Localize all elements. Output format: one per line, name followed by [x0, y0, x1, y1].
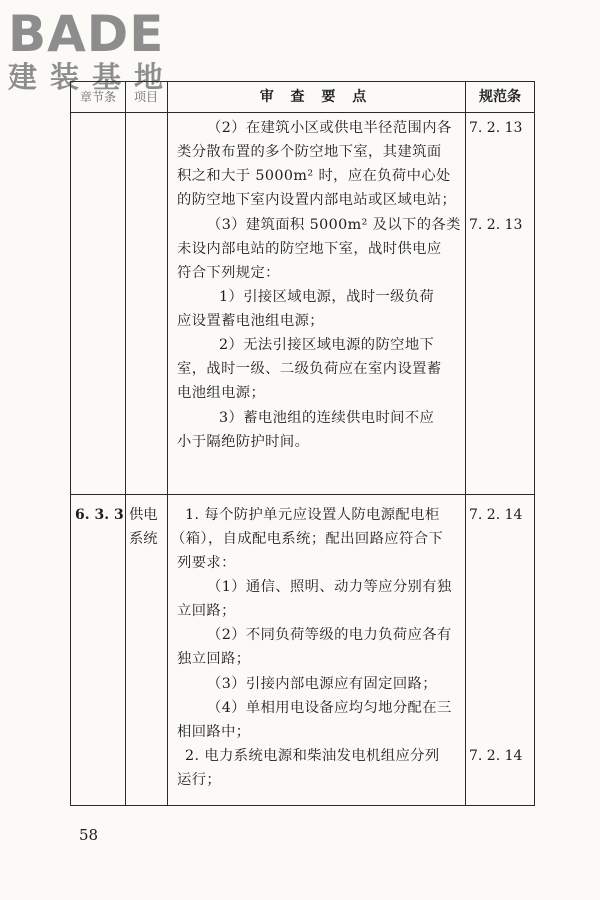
header-divider	[71, 112, 534, 113]
text-line: 运行；	[177, 772, 222, 788]
code-clause-ref: 7. 2. 14	[469, 507, 523, 523]
col-divider-2	[167, 82, 168, 805]
col-divider-3	[465, 82, 466, 805]
text-line: （2）不同负荷等级的电力负荷应各有	[207, 627, 452, 643]
text-line: （箱），自成配电系统；配出回路应符合下	[171, 531, 444, 547]
text-line: 立回路；	[177, 603, 236, 619]
page-number: 58	[79, 826, 99, 844]
header-item: 项目	[133, 90, 158, 104]
text-line: 3）蓄电池组的连续供电时间不应	[219, 410, 435, 426]
text-line: 相回路中；	[177, 724, 251, 740]
header-section: 章节条	[79, 90, 116, 104]
text-line: 未设内部电站的防空地下室，战时供电应	[177, 241, 442, 257]
code-clause-ref: 7. 2. 14	[469, 748, 523, 764]
text-line: （3）引接内部电源应有固定回路；	[207, 676, 437, 692]
code-clause-ref: 7. 2. 13	[469, 120, 523, 136]
col-divider-1	[125, 82, 126, 805]
text-line: 1. 每个防护单元应设置人防电源配电柜	[185, 507, 440, 523]
logo-sub-text: 建装基地	[8, 60, 177, 94]
text-line: 2）无法引接区域电源的防空地下	[219, 337, 435, 353]
row-divider	[71, 494, 534, 495]
text-line: 列要求：	[177, 555, 236, 571]
logo-main-text: BADE	[8, 5, 165, 63]
text-line: 的防空地下室内设置内部电站或区域电站；	[177, 192, 457, 208]
text-line: 电池组电源；	[177, 385, 266, 401]
text-line: 应设置蓄电池组电源；	[177, 313, 324, 329]
text-line: 积之和大于 5000m² 时，应在负荷中心处	[177, 168, 451, 184]
text-line: （3）建筑面积 5000m² 及以下的各类	[207, 217, 461, 233]
code-clause-ref: 7. 2. 13	[469, 217, 523, 233]
header-review-points: 审 查 要 点	[259, 89, 373, 105]
text-line: （2）在建筑小区或供电半径范围内各	[207, 120, 452, 136]
text-line: （1）通信、照明、动力等应分别有独	[207, 579, 452, 595]
text-line: 独立回路；	[177, 651, 251, 667]
item-name-line: 供电	[129, 507, 158, 523]
item-name-line: 系统	[129, 531, 158, 547]
text-line: 小于隔绝防护时间。	[177, 434, 310, 450]
text-line: 2. 电力系统电源和柴油发电机组应分列	[185, 748, 440, 764]
text-line: （4）单相用电设备应均匀地分配在三	[207, 700, 452, 716]
section-number: 6. 3. 3	[75, 507, 124, 523]
text-line: 符合下列规定：	[177, 265, 280, 281]
text-line: 1）引接区域电源，战时一级负荷	[219, 289, 435, 305]
header-code-clause: 规范条	[479, 89, 521, 105]
review-table	[70, 81, 535, 806]
text-line: 室，战时一级、二级负荷应在室内设置蓄	[177, 361, 442, 377]
text-line: 类分散布置的多个防空地下室，其建筑面	[177, 144, 442, 160]
